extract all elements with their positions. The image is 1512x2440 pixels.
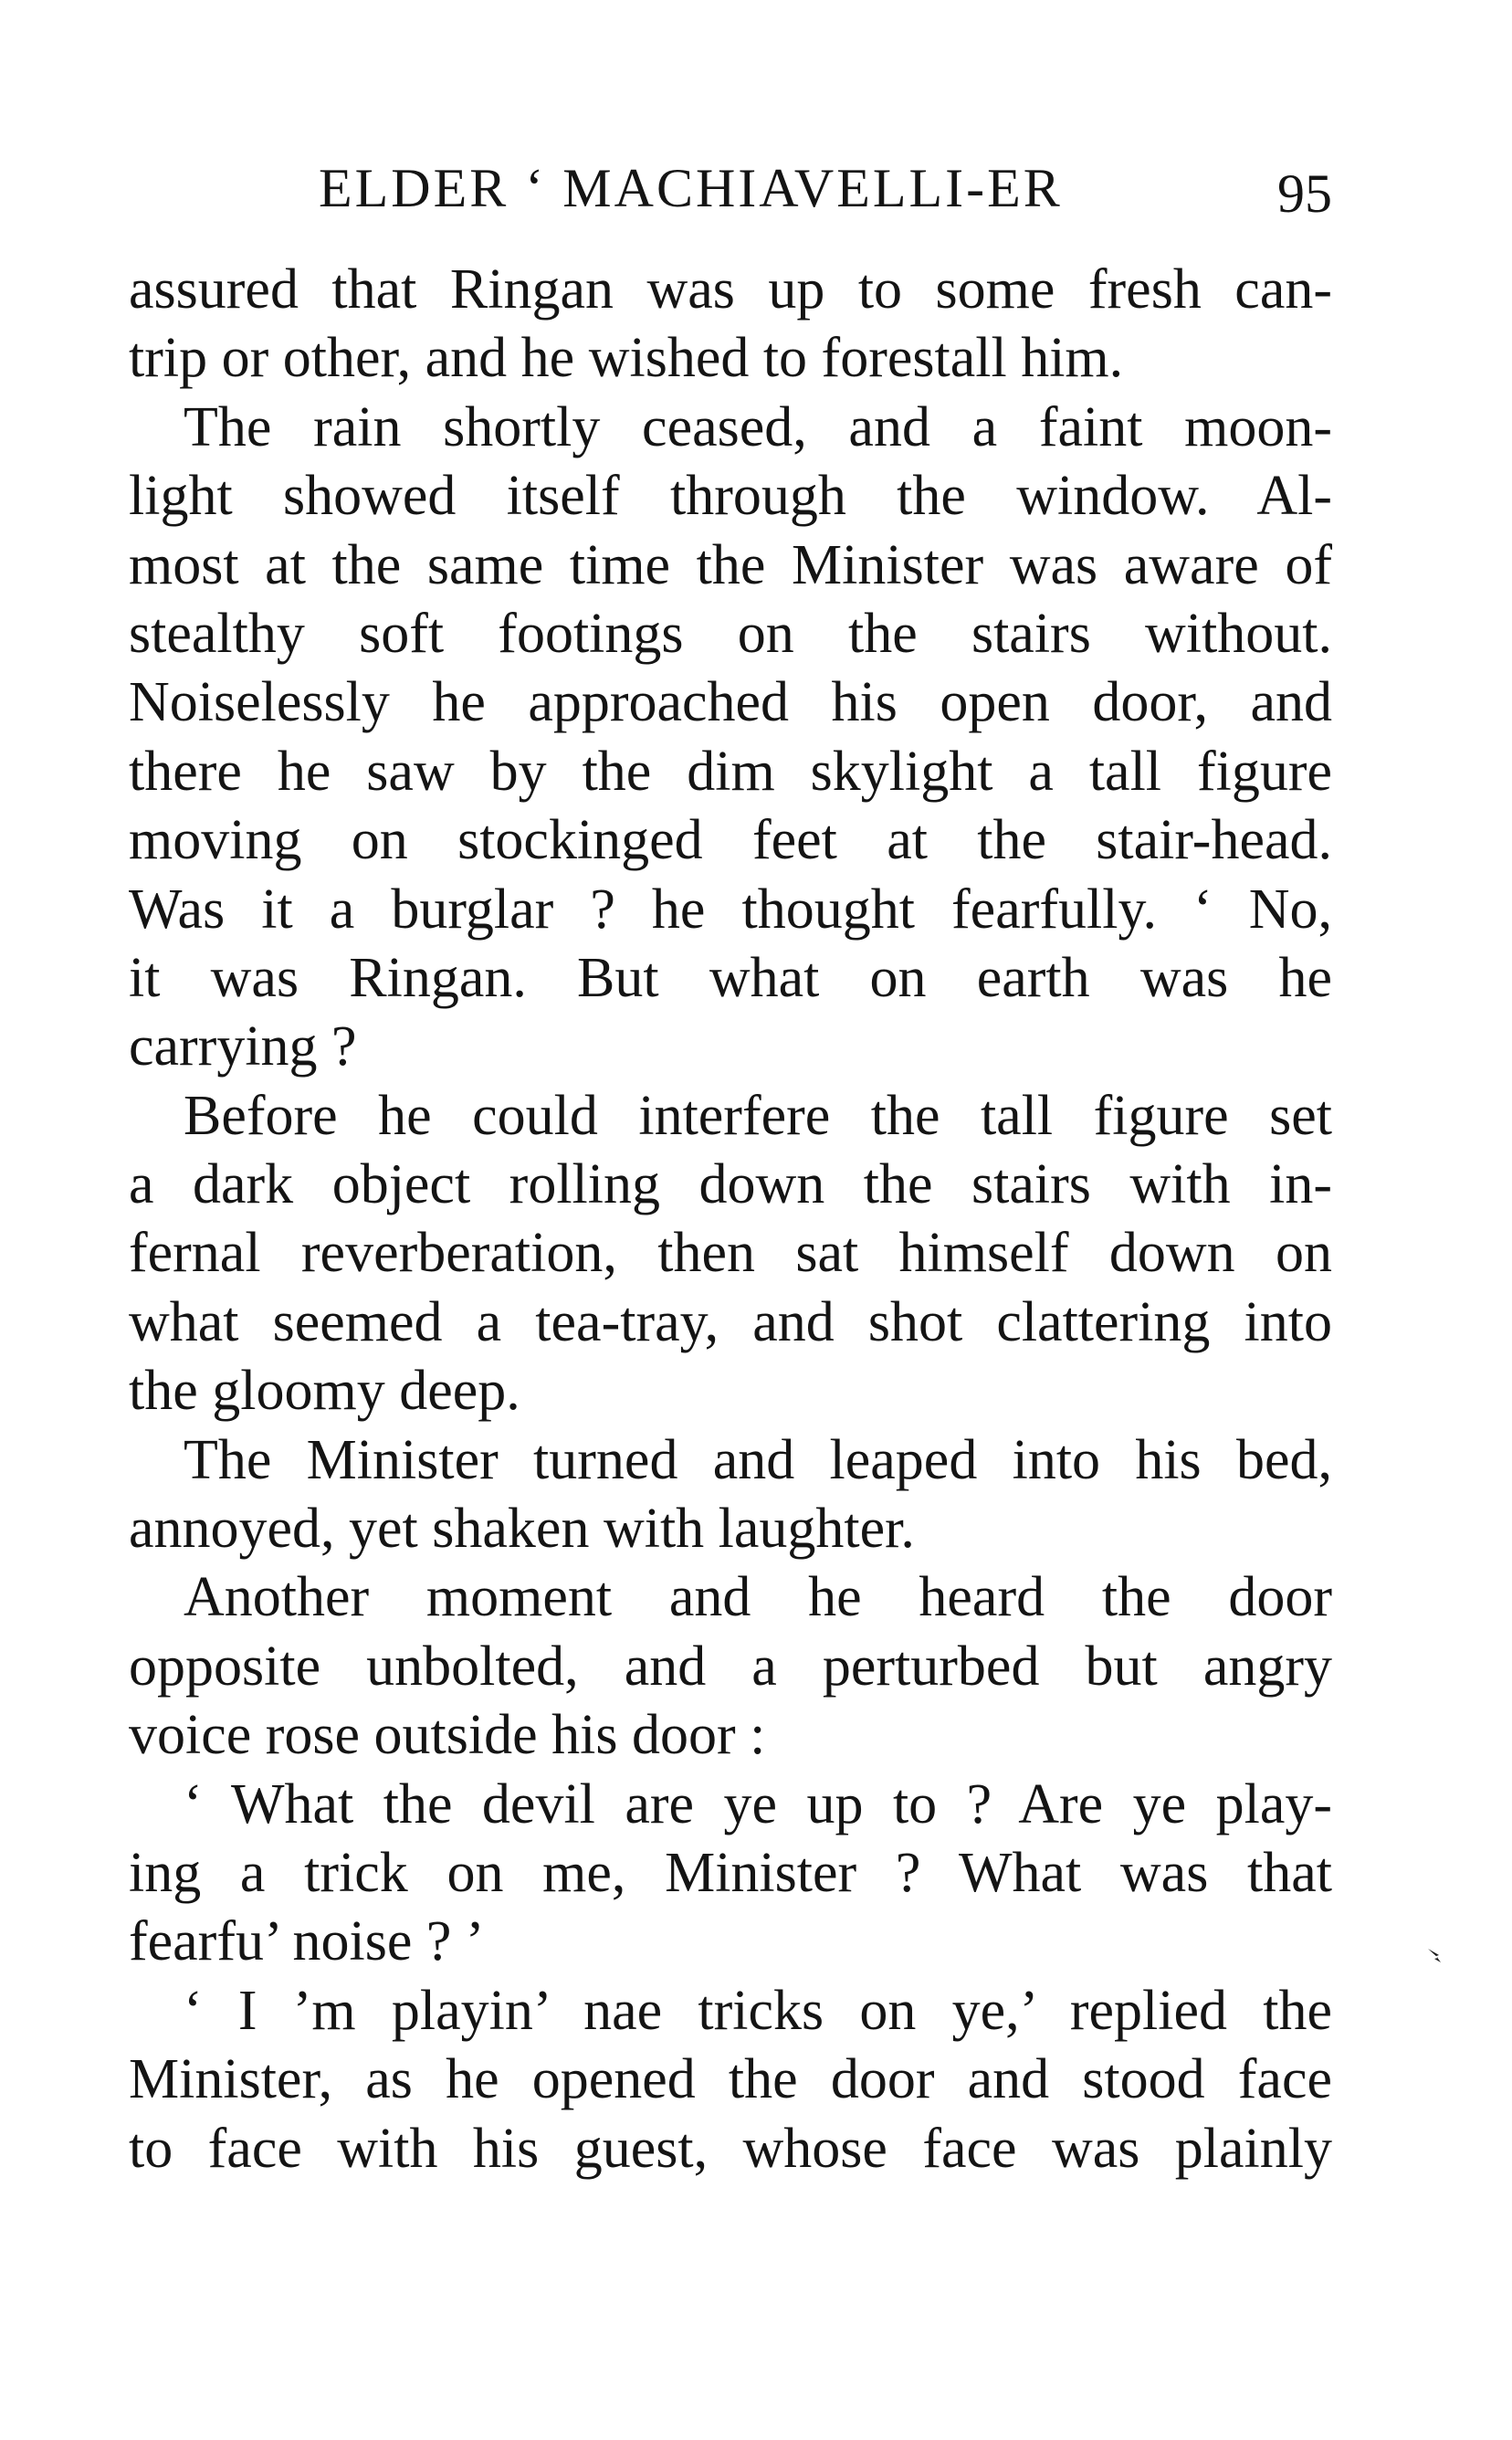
text-line: fearfu’ noise ? ’ bbox=[129, 1910, 485, 1973]
text-line: ‘ What the devil are ye up to ? Are ye play- bbox=[184, 1772, 1332, 1835]
running-head: ELDER ‘ MACHIAVELLI-ER bbox=[319, 158, 1063, 218]
body-text bbox=[129, 256, 1332, 2183]
text-line: to face with his guest, whose face was plainly bbox=[129, 2117, 1332, 2180]
text-line: fernal reverberation, then sat himself down on bbox=[129, 1222, 1332, 1285]
text-line: what seemed a tea-tray, and shot clattering into bbox=[129, 1290, 1332, 1353]
stray-mark-icon bbox=[1426, 1947, 1444, 1965]
text-line: moving on stockinged feet at the stair-head. bbox=[129, 809, 1332, 872]
text-line: annoyed, yet shaken with laughter. bbox=[129, 1498, 915, 1561]
text-line: Noiselessly he approached his open door, and bbox=[129, 671, 1332, 734]
text-line: voice rose outside his door : bbox=[129, 1704, 766, 1767]
text-line: a dark object rolling down the stairs with in- bbox=[129, 1153, 1332, 1216]
text-line: most at the same time the Minister was aware of bbox=[129, 533, 1332, 596]
text-line: carrying ? bbox=[129, 1015, 357, 1078]
text-line: Was it a burglar ? he thought fearfully. ‘ No, bbox=[129, 878, 1332, 941]
text-line: The rain shortly ceased, and a faint moon- bbox=[184, 395, 1332, 458]
text-line: opposite unbolted, and a perturbed but angry bbox=[129, 1635, 1332, 1698]
text-line: stealthy soft footings on the stairs without. bbox=[129, 602, 1332, 665]
text-line: trip or other, and he wished to forestall him. bbox=[129, 327, 1124, 390]
page-number: 95 bbox=[1277, 163, 1332, 224]
text-line: there he saw by the dim skylight a tall figure bbox=[129, 740, 1332, 803]
text-line: ‘ I ’m playin’ nae tricks on ye,’ replied the bbox=[184, 1979, 1332, 2042]
text-line: Minister, as he opened the door and stood face bbox=[129, 2048, 1332, 2111]
text-line: assured that Ringan was up to some fresh can- bbox=[129, 258, 1332, 321]
text-line: The Minister turned and leaped into his bed, bbox=[184, 1428, 1332, 1491]
text-line: it was Ringan. But what on earth was he bbox=[129, 946, 1332, 1009]
text-line: the gloomy deep. bbox=[129, 1360, 520, 1423]
text-line: light showed itself through the window. Al- bbox=[129, 465, 1332, 528]
text-line: Another moment and he heard the door bbox=[184, 1566, 1332, 1629]
page-header bbox=[129, 153, 1332, 226]
text-line: ing a trick on me, Minister ? What was that bbox=[129, 1841, 1332, 1904]
text-line: Before he could interfere the tall figure set bbox=[184, 1084, 1332, 1147]
